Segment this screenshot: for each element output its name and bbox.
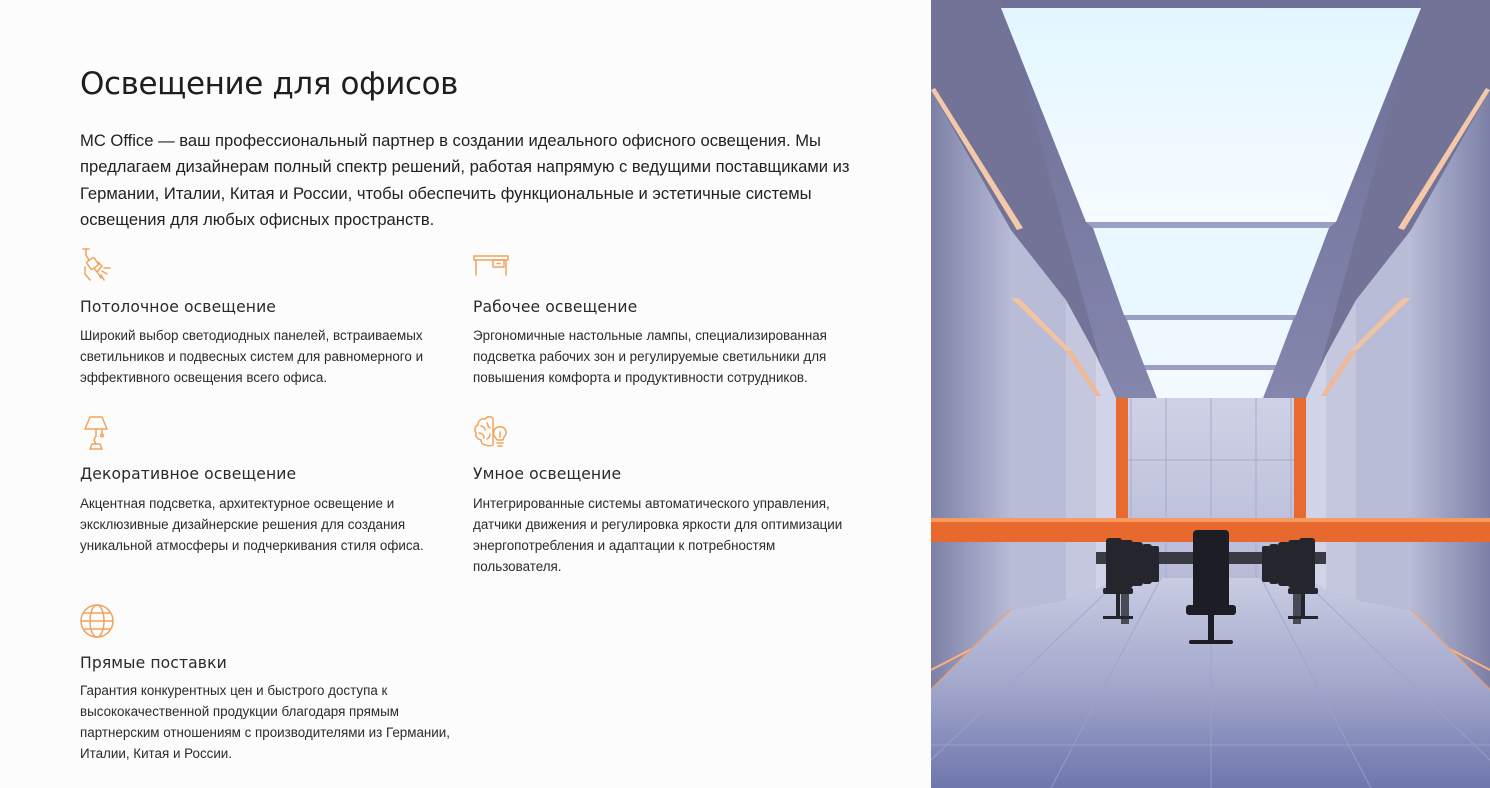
feature-title: Прямые поставки [80, 654, 227, 672]
feature-description: Гарантия конкурентных цен и быстрого доступа к высококачественной продукции благодаря прямым партнерским отношениям с производителями из Германии, Италии, Китая и России. [80, 683, 450, 761]
ceiling-spotlight-icon [80, 247, 116, 283]
globe-icon [80, 603, 116, 639]
page-title: Освещение для офисов [80, 66, 459, 102]
feature-title: Декоративное освещение [80, 465, 297, 483]
feature-description: Акцентная подсветка, архитектурное освещение и эксклюзивные дизайнерские решения для создания уникальной атмосферы и подчеркивания стиля офиса. [80, 496, 424, 553]
feature-work-lighting [473, 247, 853, 387]
feature-title: Рабочее освещение [473, 298, 638, 316]
feature-decorative-lighting [80, 414, 450, 554]
table-lamp-icon [80, 414, 116, 450]
feature-description: Эргономичные настольные лампы, специализированная подсветка рабочих зон и регулируемые светильники для повышения комфорта и продуктивности сотрудников. [473, 328, 827, 385]
intro-paragraph: MC Office — ваш профессиональный партнер в создании идеального офисного освещения. Мы предлагаем дизайнерам полный спектр решений, работая напрямую с ведущими поставщиками из Германии, Италии, Китая и России, чтобы обеспечить функциональные и эстетичные системы освещения для любых офисных пространств. [80, 131, 850, 229]
feature-title: Умное освещение [473, 465, 622, 483]
feature-description: Широкий выбор светодиодных панелей, встраиваемых светильников и подвесных систем для равномерного и эффективного освещения всего офиса. [80, 328, 424, 385]
brain-bulb-icon [473, 414, 509, 450]
feature-description: Интегрированные системы автоматического управления, датчики движения и регулировка яркости для оптимизации энергопотребления и адаптации к потребностям пользователя. [473, 496, 843, 574]
feature-ceiling-lighting [80, 247, 450, 387]
feature-direct-supply [80, 603, 460, 768]
feature-smart-lighting [473, 414, 863, 584]
feature-title: Потолочное освещение [80, 298, 277, 316]
office-conference-room-image [931, 0, 1490, 788]
desk-icon [473, 247, 509, 283]
